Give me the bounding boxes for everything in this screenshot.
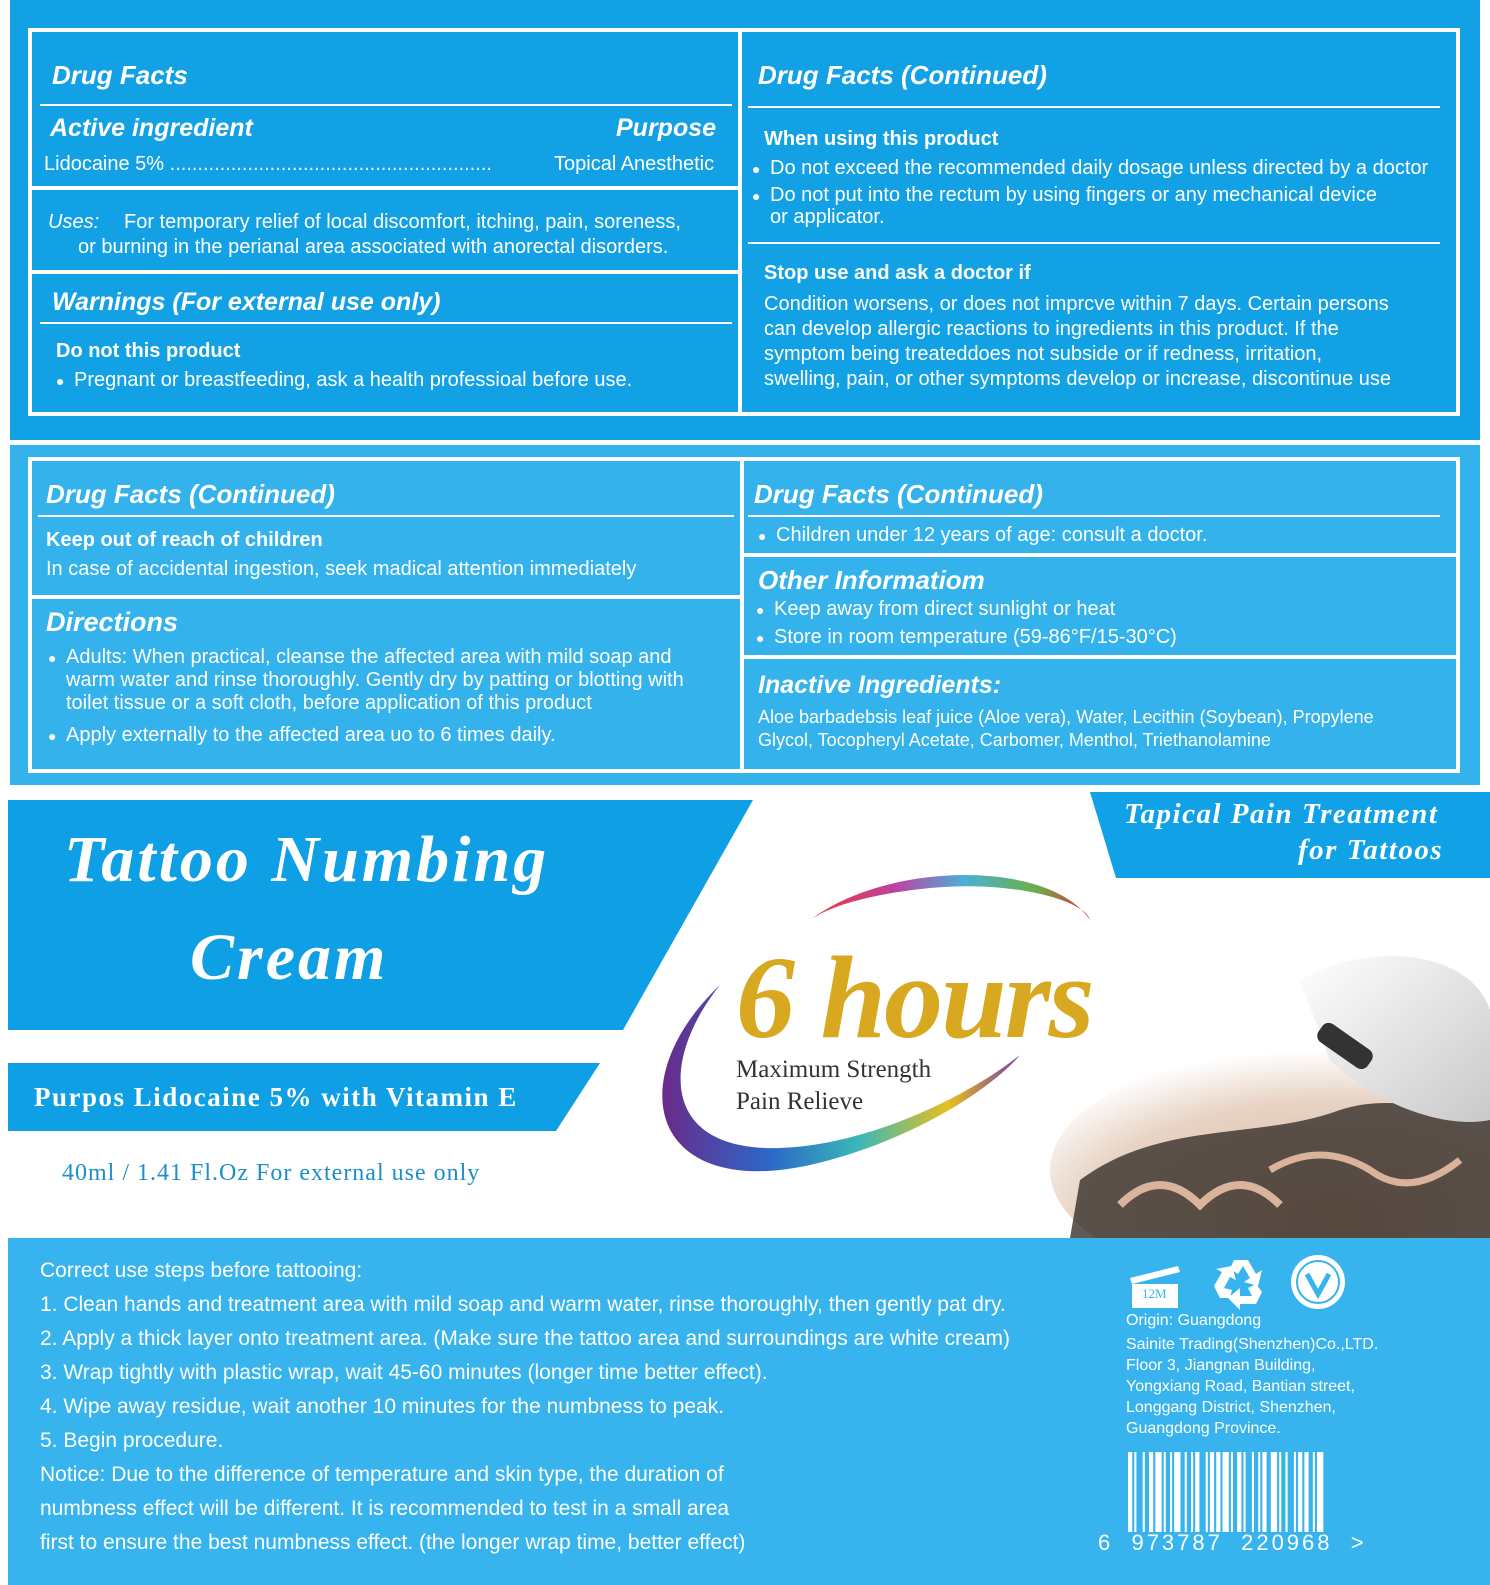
notice-text-1: Notice: Due to the difference of temperature and skin type, the duration of — [40, 1463, 724, 1486]
drug-facts-frame — [28, 28, 1460, 416]
barcode-bar — [1185, 1452, 1187, 1532]
divider — [740, 655, 1460, 659]
drug-facts-title: Drug Facts — [52, 60, 188, 90]
barcode-digits: 6 973787 220968 > — [1098, 1530, 1367, 1555]
drug-facts-frame — [28, 457, 1460, 773]
step-5: 5. Begin procedure. — [40, 1429, 224, 1452]
warnings-heading: Warnings (For external use only) — [52, 288, 441, 316]
active-ingredient-heading: Active ingredient — [50, 114, 253, 142]
barcode-bar — [1128, 1452, 1132, 1532]
barcode-bar — [1149, 1452, 1153, 1532]
origin-line-5: Longgang District, Shenzhen, — [1126, 1399, 1336, 1416]
when-using-item-1: ● Do not exceed the recommended daily dosage unless directed by a doctor — [770, 156, 1428, 181]
origin-line-6: Guangdong Province. — [1126, 1420, 1281, 1437]
barcode-bar — [1298, 1452, 1302, 1532]
when-using-heading: When using this product — [764, 128, 999, 150]
directions-item-2: ● Apply externally to the affected area uo to 6 times daily. — [66, 723, 556, 748]
other-info-item-1: ● Keep away from direct sunlight or heat — [774, 597, 1115, 622]
brand-section — [0, 790, 1490, 1238]
directions-heading: Directions — [46, 607, 179, 637]
keep-out-heading: Keep out of reach of children — [46, 529, 323, 551]
recycle-icon — [1212, 1254, 1270, 1312]
origin-line-3: Floor 3, Jiangnan Building, — [1126, 1357, 1316, 1374]
shelf-life-label: 12M — [1142, 1286, 1167, 1301]
barcode-bar — [1313, 1452, 1315, 1532]
barcode-bar — [1206, 1452, 1208, 1532]
inactive-ingredients-text-1: Aloe barbadebsis leaf juice (Aloe vera), Water, Lecithin (Soybean), Propylene — [758, 707, 1374, 727]
inactive-ingredients-heading: Inactive Ingredients: — [758, 671, 1002, 699]
origin-line-4: Yongxiang Road, Bantian street, — [1126, 1378, 1355, 1395]
divider — [748, 242, 1440, 244]
divider — [32, 186, 738, 190]
inactive-ingredients-text-2: Glycol, Tocopheryl Acetate, Carbomer, Menthol, Triethanolamine — [758, 730, 1271, 750]
stop-use-text-1: Condition worsens, or does not imprcve within 7 days. Certain persons — [764, 293, 1389, 315]
barcode-bar — [1279, 1452, 1281, 1532]
strength-text-1: Maximum Strength — [736, 1056, 932, 1083]
barcode-bar — [1244, 1452, 1246, 1532]
barcode-bar — [1210, 1452, 1214, 1532]
barcode-bar — [1164, 1452, 1166, 1532]
drug-facts-continued-title: Drug Facts (Continued) — [758, 60, 1047, 90]
stop-use-text-3: symptom being treateddoes not subside or if redness, irritation, — [764, 343, 1323, 365]
barcode-bar — [1195, 1452, 1199, 1532]
divider — [32, 595, 740, 599]
barcode-bar — [1216, 1452, 1220, 1532]
divider — [740, 553, 1460, 557]
barcode-bar — [1223, 1452, 1229, 1532]
ingredient-line: Lidocaine 5% .......................................................... — [44, 153, 492, 175]
drug-facts-panel-middle — [10, 445, 1480, 785]
barcode-bar — [1304, 1452, 1308, 1532]
drug-facts-panel-top — [10, 0, 1480, 440]
steps-heading: Correct use steps before tattooing: — [40, 1259, 363, 1282]
divider — [32, 270, 738, 274]
directions-item-1: ● Adults: When practical, cleanse the affected area with mild soap and — [66, 645, 672, 670]
product-title-line-2: Cream — [190, 921, 389, 994]
barcode-bar — [1258, 1452, 1260, 1532]
purpose-text: Purpos Lidocaine 5% with Vitamin E — [34, 1082, 518, 1112]
stop-use-text-2: can develop allergic reactions to ingredients in this product. If the — [764, 318, 1339, 340]
divider — [38, 515, 734, 517]
purpose-heading: Purpose — [616, 114, 717, 142]
barcode-bar — [1252, 1452, 1254, 1532]
barcode-bar — [1317, 1452, 1323, 1532]
when-using-item-2: ● Do not put into the rectum by using fingers or any mechanical device — [770, 183, 1377, 208]
drug-facts-continued-title: Drug Facts (Continued) — [754, 479, 1043, 509]
tagline-line-1: Tapical Pain Treatment — [1124, 798, 1439, 830]
drug-facts-continued-title: Drug Facts (Continued) — [46, 479, 335, 509]
barcode-bar — [1262, 1452, 1266, 1532]
divider — [40, 104, 732, 106]
directions-item-1-cont: toilet tissue or a soft cloth, before application of this product — [66, 692, 592, 714]
barcode-bar — [1134, 1452, 1136, 1532]
when-using-item-2-cont: or applicator. — [770, 206, 885, 228]
duration-text: 6 hours — [736, 932, 1093, 1063]
notice-text-2: numbness effect will be different. It is recommended to test in a small area — [40, 1497, 730, 1520]
barcode-bar — [1271, 1452, 1277, 1532]
product-title-line-1: Tattoo Numbing — [64, 823, 550, 896]
barcode-bar — [1237, 1452, 1241, 1532]
do-not-item: ● Pregnant or breastfeeding, ask a health professioal before use. — [74, 368, 632, 393]
divider — [748, 515, 1440, 517]
directions-item-1-cont: warm water and rinse thoroughly. Gently dry by patting or blotting with — [66, 669, 684, 691]
notice-text-3: first to ensure the best numbness effect. (the longer wrap time, better effect) — [40, 1531, 746, 1554]
tattoo-photo — [1040, 920, 1490, 1238]
uses-text-1: For temporary relief of local discomfort, itching, pain, soreness, — [124, 211, 681, 233]
barcode-bar — [1143, 1452, 1145, 1532]
keep-out-text: In case of accidental ingestion, seek madical attention immediately — [46, 558, 637, 580]
other-information-heading: Other Informatiom — [758, 565, 985, 595]
ingredient-purpose: Topical Anesthetic — [554, 153, 715, 175]
barcode-bar — [1155, 1452, 1161, 1532]
column-divider — [738, 32, 742, 412]
divider — [748, 106, 1440, 108]
step-4: 4. Wipe away residue, wait another 10 minutes for the numbness to peak. — [40, 1395, 725, 1418]
stop-use-heading: Stop use and ask a doctor if — [764, 262, 1031, 284]
step-3: 3. Wrap tightly with plastic wrap, wait 45-60 minutes (longer time better effect). — [40, 1361, 768, 1384]
origin-line-1: Origin: Guangdong — [1126, 1312, 1262, 1329]
column-divider — [740, 461, 744, 769]
barcode-bar — [1294, 1452, 1296, 1532]
barcode-bar — [1170, 1452, 1172, 1532]
do-not-heading: Do not this product — [56, 340, 241, 362]
barcode-bar — [1191, 1452, 1193, 1532]
step-2: 2. Apply a thick layer onto treatment area. (Make sure the tattoo area and surroundings are white cream) — [40, 1327, 1011, 1350]
volume-text: 40ml / 1.41 Fl.Oz For external use only — [62, 1160, 481, 1186]
certification-seal-icon — [1288, 1252, 1348, 1312]
uses-text-2: or burning in the perianal area associated with anorectal disorders. — [78, 236, 669, 258]
barcode-bar — [1174, 1452, 1180, 1532]
barcode-bar — [1231, 1452, 1233, 1532]
uses-label: Uses: — [48, 211, 100, 233]
divider — [40, 322, 732, 324]
step-1: 1. Clean hands and treatment area with mild soap and warm water, rinse thoroughly, then gently pat dry. — [40, 1293, 1006, 1316]
other-info-item-2: ● Store in room temperature (59-86°F/15-30°C) — [774, 625, 1177, 650]
tagline-line-2: for Tattoos — [1298, 834, 1444, 866]
origin-line-2: Sainite Trading(Shenzhen)Co.,LTD. — [1126, 1336, 1379, 1353]
stop-use-text-4: swelling, pain, or other symptoms develop or increase, discontinue use — [764, 368, 1391, 390]
children-item: ● Children under 12 years of age: consult a doctor. — [776, 523, 1207, 548]
strength-text-2: Pain Relieve — [736, 1088, 864, 1115]
barcode-bar — [1286, 1452, 1288, 1532]
